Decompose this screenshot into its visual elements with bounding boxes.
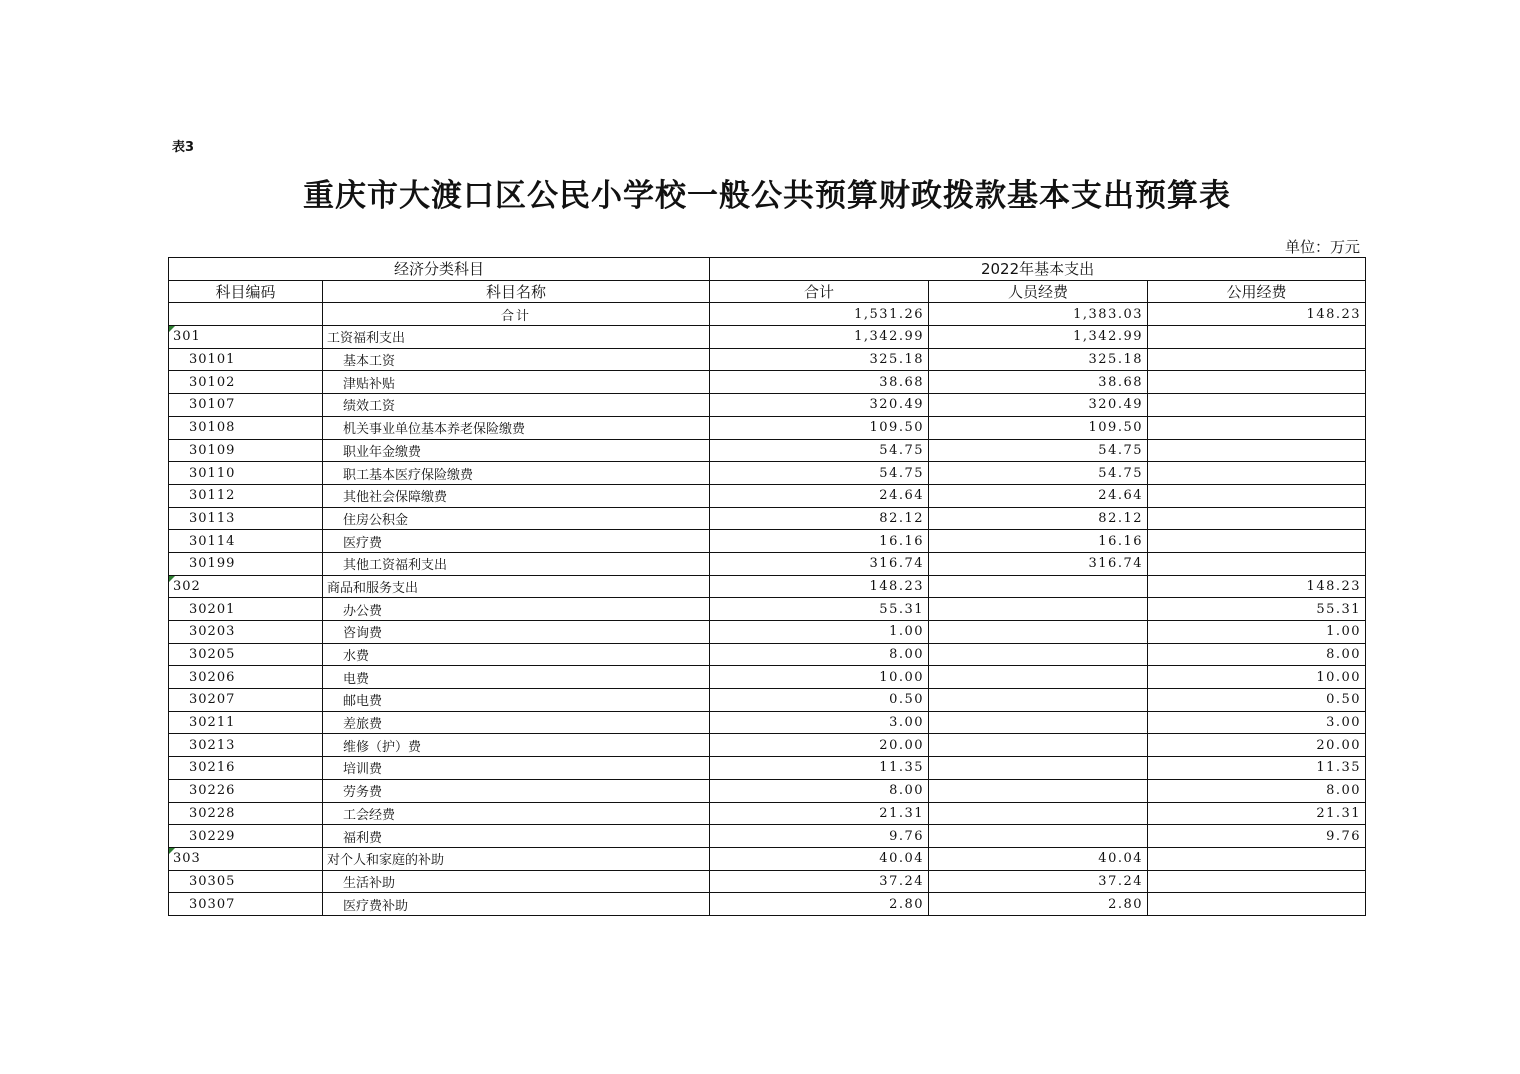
row-public: 21.31 (1148, 802, 1366, 825)
row-personnel: 54.75 (929, 439, 1148, 462)
row-name: 对个人和家庭的补助 (323, 847, 710, 870)
row-total: 109.50 (710, 416, 929, 439)
row-code: 30229 (169, 825, 323, 848)
row-total: 316.74 (710, 552, 929, 575)
total-personnel-value: 1,383.03 (929, 303, 1148, 326)
row-public (1148, 326, 1366, 349)
row-name: 劳务费 (323, 779, 710, 802)
header-group-row (169, 258, 1366, 281)
row-name: 水费 (323, 643, 710, 666)
row-personnel (929, 621, 1148, 644)
row-total: 40.04 (710, 847, 929, 870)
row-total: 11.35 (710, 757, 929, 780)
row-public (1148, 462, 1366, 485)
table-row (169, 621, 1366, 644)
table-row (169, 666, 1366, 689)
table-row (169, 552, 1366, 575)
row-code: 302 (169, 575, 323, 598)
row-public: 8.00 (1148, 643, 1366, 666)
row-public (1148, 439, 1366, 462)
page-title: 重庆市大渡口区公民小学校一般公共预算财政拨款基本支出预算表 (303, 178, 1231, 214)
row-personnel: 82.12 (929, 507, 1148, 530)
table-row (169, 643, 1366, 666)
row-name: 住房公积金 (323, 507, 710, 530)
row-name: 机关事业单位基本养老保险缴费 (323, 416, 710, 439)
row-name: 办公费 (323, 598, 710, 621)
row-public: 3.00 (1148, 711, 1366, 734)
row-public: 55.31 (1148, 598, 1366, 621)
row-total: 54.75 (710, 462, 929, 485)
table-row (169, 893, 1366, 916)
table-row (169, 507, 1366, 530)
row-personnel (929, 779, 1148, 802)
row-personnel (929, 757, 1148, 780)
row-total: 0.50 (710, 689, 929, 712)
row-personnel: 24.64 (929, 484, 1148, 507)
table-number-label: 表3 (172, 140, 195, 155)
row-personnel (929, 802, 1148, 825)
row-personnel (929, 575, 1148, 598)
row-code: 30101 (169, 348, 323, 371)
row-code: 30110 (169, 462, 323, 485)
row-personnel (929, 643, 1148, 666)
row-total: 10.00 (710, 666, 929, 689)
table-row (169, 711, 1366, 734)
row-total: 2.80 (710, 893, 929, 916)
row-code: 30206 (169, 666, 323, 689)
row-name: 其他工资福利支出 (323, 552, 710, 575)
row-total: 16.16 (710, 530, 929, 553)
header-basic-expenditure-2022: 2022年基本支出 (710, 258, 1366, 281)
row-total: 20.00 (710, 734, 929, 757)
row-public: 1.00 (1148, 621, 1366, 644)
row-public (1148, 893, 1366, 916)
table-row (169, 371, 1366, 394)
header-public: 公用经费 (1148, 280, 1366, 303)
table-row (169, 734, 1366, 757)
row-name: 职工基本医疗保险缴费 (323, 462, 710, 485)
row-personnel: 40.04 (929, 847, 1148, 870)
row-personnel: 1,342.99 (929, 326, 1148, 349)
table-row (169, 779, 1366, 802)
row-public (1148, 348, 1366, 371)
table-row (169, 847, 1366, 870)
table-row (169, 598, 1366, 621)
header-personnel: 人员经费 (929, 280, 1148, 303)
row-code: 301 (169, 326, 323, 349)
row-code: 30307 (169, 893, 323, 916)
row-personnel: 109.50 (929, 416, 1148, 439)
row-personnel: 54.75 (929, 462, 1148, 485)
row-name: 医疗费补助 (323, 893, 710, 916)
table-row (169, 802, 1366, 825)
row-personnel: 316.74 (929, 552, 1148, 575)
row-code: 30102 (169, 371, 323, 394)
header-code: 科目编码 (169, 280, 323, 303)
row-total: 82.12 (710, 507, 929, 530)
total-label: 合计 (323, 303, 710, 326)
row-public (1148, 870, 1366, 893)
row-code: 30207 (169, 689, 323, 712)
row-public: 11.35 (1148, 757, 1366, 780)
table-row (169, 326, 1366, 349)
row-code: 30113 (169, 507, 323, 530)
row-total: 21.31 (710, 802, 929, 825)
row-name: 其他社会保障缴费 (323, 484, 710, 507)
row-personnel: 320.49 (929, 394, 1148, 417)
row-public: 9.76 (1148, 825, 1366, 848)
table-row (169, 416, 1366, 439)
row-name: 咨询费 (323, 621, 710, 644)
row-name: 差旅费 (323, 711, 710, 734)
row-code: 30205 (169, 643, 323, 666)
row-code: 30112 (169, 484, 323, 507)
table-row (169, 530, 1366, 553)
row-code: 30305 (169, 870, 323, 893)
row-code: 30108 (169, 416, 323, 439)
total-code-cell (169, 303, 323, 326)
row-personnel: 2.80 (929, 893, 1148, 916)
row-code: 30213 (169, 734, 323, 757)
row-name: 工会经费 (323, 802, 710, 825)
row-name: 商品和服务支出 (323, 575, 710, 598)
row-code: 30203 (169, 621, 323, 644)
row-name: 维修（护）费 (323, 734, 710, 757)
row-public (1148, 552, 1366, 575)
total-total-value: 1,531.26 (710, 303, 929, 326)
row-total: 325.18 (710, 348, 929, 371)
row-code: 30114 (169, 530, 323, 553)
row-public: 148.23 (1148, 575, 1366, 598)
row-public (1148, 484, 1366, 507)
row-code: 30199 (169, 552, 323, 575)
row-public: 10.00 (1148, 666, 1366, 689)
row-public (1148, 371, 1366, 394)
row-name: 津贴补贴 (323, 371, 710, 394)
row-total: 8.00 (710, 643, 929, 666)
row-total: 55.31 (710, 598, 929, 621)
row-personnel: 37.24 (929, 870, 1148, 893)
row-personnel (929, 598, 1148, 621)
row-public (1148, 530, 1366, 553)
row-personnel: 16.16 (929, 530, 1148, 553)
row-total: 24.64 (710, 484, 929, 507)
row-name: 培训费 (323, 757, 710, 780)
row-code: 30201 (169, 598, 323, 621)
row-code: 30107 (169, 394, 323, 417)
table-row (169, 575, 1366, 598)
row-personnel (929, 734, 1148, 757)
row-name: 福利费 (323, 825, 710, 848)
table-row (169, 870, 1366, 893)
row-public: 8.00 (1148, 779, 1366, 802)
row-total: 1,342.99 (710, 326, 929, 349)
row-public (1148, 394, 1366, 417)
row-personnel (929, 711, 1148, 734)
header-economic-classification: 经济分类科目 (169, 258, 710, 281)
row-name: 生活补助 (323, 870, 710, 893)
row-total: 3.00 (710, 711, 929, 734)
row-code: 30109 (169, 439, 323, 462)
row-name: 职业年金缴费 (323, 439, 710, 462)
header-name: 科目名称 (323, 280, 710, 303)
row-total: 320.49 (710, 394, 929, 417)
budget-table-body (169, 258, 1366, 916)
row-code: 30211 (169, 711, 323, 734)
row-personnel (929, 689, 1148, 712)
row-total: 38.68 (710, 371, 929, 394)
row-total: 37.24 (710, 870, 929, 893)
header-column-row (169, 280, 1366, 303)
row-code: 303 (169, 847, 323, 870)
row-public: 0.50 (1148, 689, 1366, 712)
unit-label: 单位：万元 (1284, 238, 1360, 256)
row-code: 30228 (169, 802, 323, 825)
row-personnel (929, 825, 1148, 848)
table-row (169, 439, 1366, 462)
budget-table (168, 257, 1366, 916)
table-row (169, 484, 1366, 507)
row-personnel: 38.68 (929, 371, 1148, 394)
row-name: 医疗费 (323, 530, 710, 553)
row-name: 电费 (323, 666, 710, 689)
table-row (169, 825, 1366, 848)
row-name: 绩效工资 (323, 394, 710, 417)
row-code: 30226 (169, 779, 323, 802)
row-public: 20.00 (1148, 734, 1366, 757)
table-row (169, 757, 1366, 780)
row-total: 1.00 (710, 621, 929, 644)
total-row (169, 303, 1366, 326)
table-row (169, 348, 1366, 371)
header-total: 合计 (710, 280, 929, 303)
row-name: 邮电费 (323, 689, 710, 712)
row-code: 30216 (169, 757, 323, 780)
row-name: 工资福利支出 (323, 326, 710, 349)
row-name: 基本工资 (323, 348, 710, 371)
table-row (169, 462, 1366, 485)
table-row (169, 689, 1366, 712)
row-personnel: 325.18 (929, 348, 1148, 371)
row-total: 148.23 (710, 575, 929, 598)
total-public-value: 148.23 (1148, 303, 1366, 326)
row-public (1148, 507, 1366, 530)
row-personnel (929, 666, 1148, 689)
table-row (169, 394, 1366, 417)
row-public (1148, 847, 1366, 870)
row-public (1148, 416, 1366, 439)
row-total: 9.76 (710, 825, 929, 848)
row-total: 54.75 (710, 439, 929, 462)
row-total: 8.00 (710, 779, 929, 802)
